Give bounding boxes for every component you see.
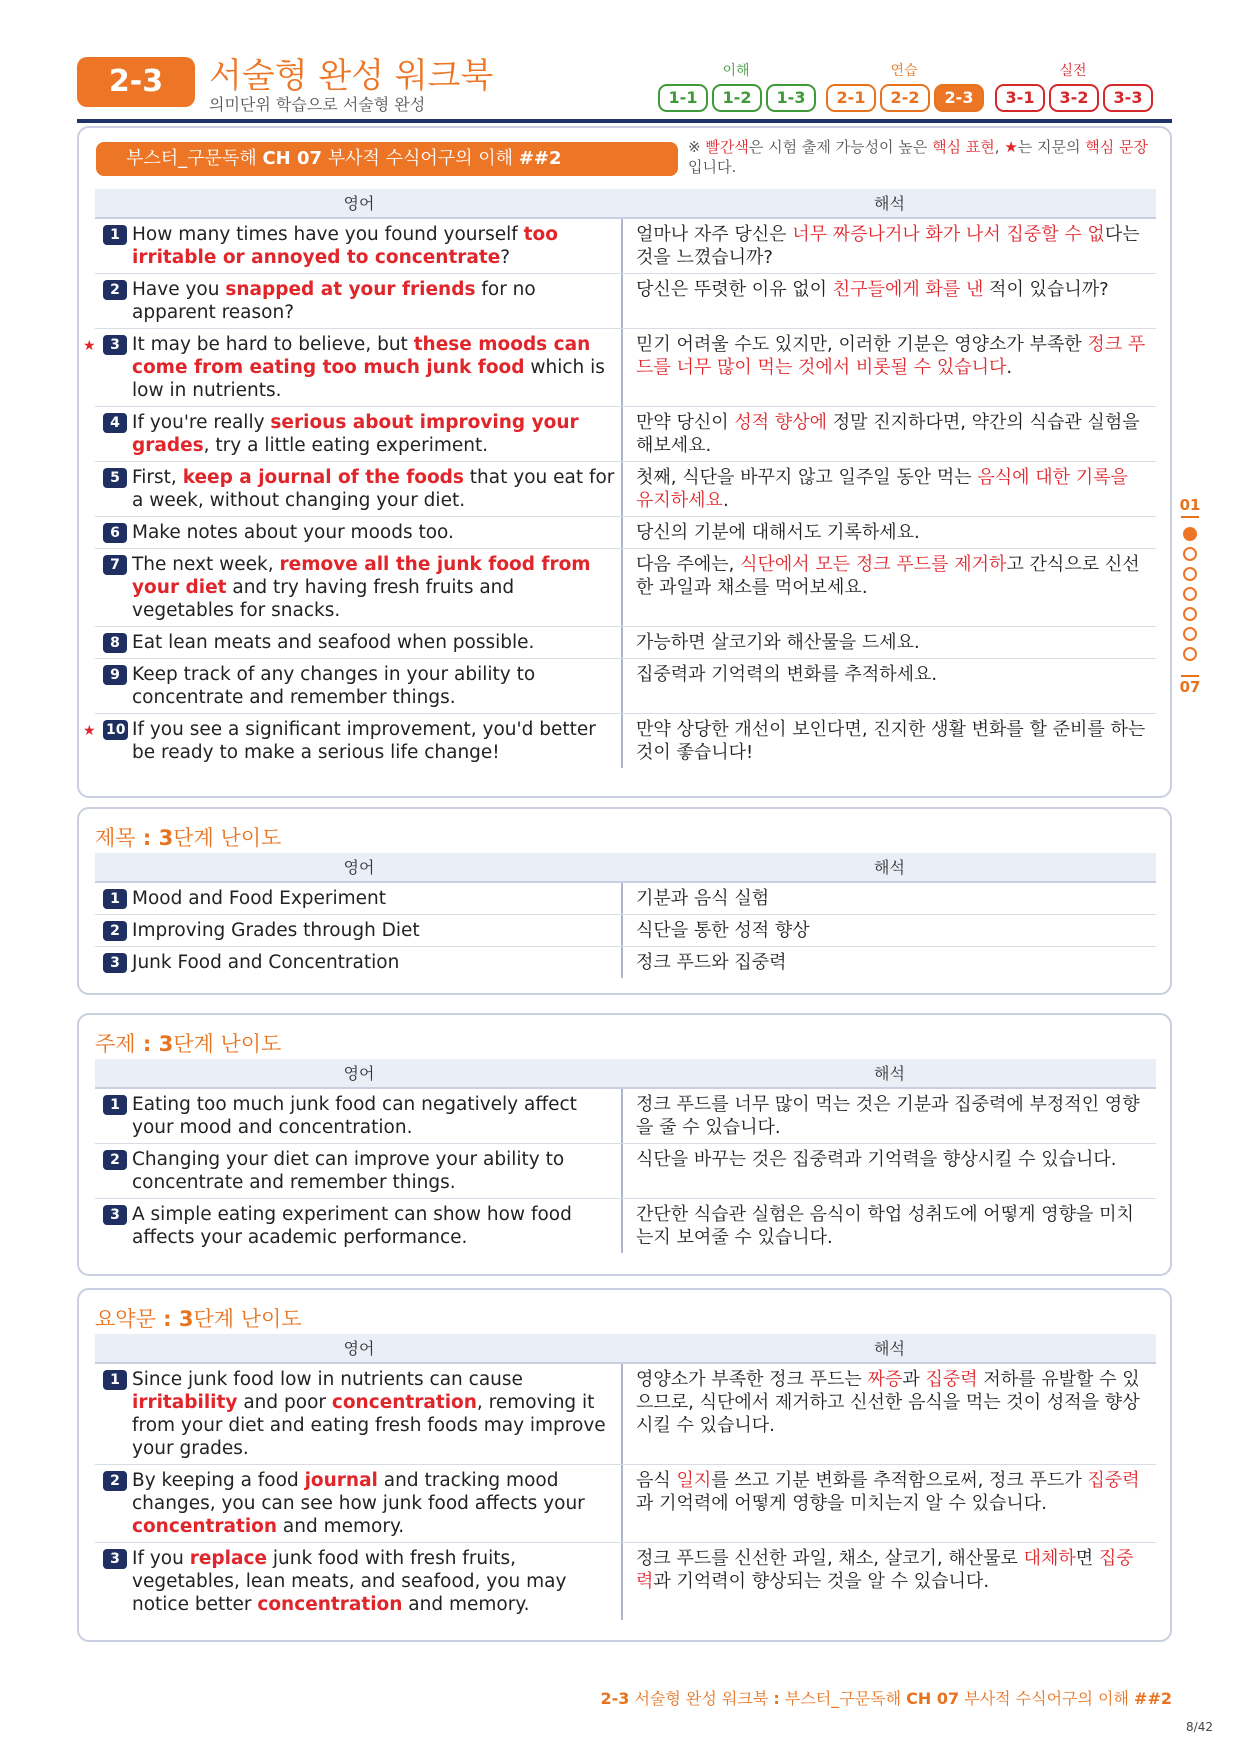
booster-panel	[77, 126, 1172, 798]
text-run: If you see a significant improvement, you'd better be ready to make a serious life change!	[132, 719, 596, 763]
row-number-badge: 1	[103, 225, 127, 245]
row-number-badge: 2	[103, 280, 127, 300]
english-cell	[95, 462, 623, 516]
text-run: Improving Grades through Diet	[132, 920, 420, 941]
text-run: 다음 주에는,	[636, 554, 741, 575]
text-run: 고 간식으로 신선한 과일과 채소를 먹어보세요.	[636, 554, 1140, 598]
section-level-suffix: 단계 난이도	[173, 826, 282, 850]
row-number-badge: 8	[103, 633, 127, 653]
table-header	[95, 853, 1156, 883]
korean-cell	[623, 714, 1156, 768]
page-dot[interactable]	[1183, 607, 1197, 621]
level-group-label: 연습	[890, 63, 918, 79]
title-panel	[77, 807, 1172, 995]
column-header-korean: 해석	[874, 194, 905, 213]
note-mark: ※	[688, 138, 706, 156]
booster-tab-chapter: CH 07	[262, 148, 323, 169]
korean-cell	[623, 1364, 1156, 1464]
english-cell	[95, 627, 623, 658]
text-run: First,	[132, 467, 183, 488]
text-run: 간단한 식습관 실험은 음식이 학업 성취도에 어떻게 영향을 미치는지 보여줄 수 있습니다.	[636, 1204, 1134, 1248]
row-number-badge: 1	[103, 889, 127, 909]
text-run: 정크 푸드를 너무 많이 먹는 것은 기분과 집중력에 부정적인 영향을 줄 수 있습니다.	[636, 1094, 1140, 1138]
table-header	[95, 189, 1156, 219]
section-level-suffix: 단계 난이도	[173, 1032, 282, 1056]
english-cell	[95, 1199, 623, 1253]
key-expression: keep a journal of the foods	[182, 467, 464, 488]
key-expression: replace	[189, 1548, 267, 1569]
page-title: 서술형 완성 워크북	[209, 56, 494, 96]
korean-cell	[623, 329, 1156, 406]
side-nav-divider	[1181, 516, 1199, 518]
summary-panel	[77, 1288, 1172, 1642]
row-number-badge: 1	[103, 1095, 127, 1115]
footer-chapter: CH 07	[906, 1689, 960, 1708]
key-expression: remove all the junk food from your diet	[132, 554, 591, 598]
note-key-sentence: 핵심 문장	[1085, 138, 1149, 156]
sentence-rows	[83, 219, 1156, 768]
text-run: ?	[500, 247, 511, 268]
column-header-korean: 해석	[874, 1064, 905, 1083]
page-dot[interactable]	[1183, 547, 1197, 561]
key-expression: 너무 짜증나거나 화가 나서 집중할 수 없	[792, 224, 1105, 245]
key-expression: concentration	[132, 1516, 278, 1537]
text-run: Eat lean meats and seafood when possible.	[132, 632, 535, 653]
english-cell	[83, 714, 623, 768]
english-cell	[95, 1144, 623, 1198]
table-row	[95, 462, 1156, 517]
row-number-badge: 2	[103, 1471, 127, 1491]
text-run: Eating too much junk food can negatively affect your mood and concentration.	[132, 1094, 577, 1138]
text-run: 정크 푸드를 신선한 과일, 채소, 살코기, 해산물로	[636, 1548, 1024, 1569]
level-button-3-1[interactable]: 3-1	[995, 84, 1045, 112]
table-row	[95, 1465, 1156, 1543]
page-dot[interactable]	[1183, 627, 1197, 641]
note-red-word: 빨간색	[705, 138, 749, 156]
korean-cell	[623, 407, 1156, 461]
text-run: Mood and Food Experiment	[132, 888, 387, 909]
footer-number: ##2	[1134, 1689, 1172, 1708]
key-expression: 집중력	[1087, 1470, 1140, 1491]
korean-cell	[623, 659, 1156, 713]
english-cell	[95, 517, 623, 548]
table-row	[95, 517, 1156, 549]
text-run: and tracking mood changes, you can see how junk food affects your	[132, 1470, 585, 1514]
page-dot[interactable]	[1183, 567, 1197, 581]
text-run: .	[722, 490, 729, 511]
table-row	[95, 1089, 1156, 1144]
table-row	[95, 947, 1156, 978]
korean-cell	[623, 517, 1156, 548]
note-text-3: 는 지문의	[1017, 138, 1086, 156]
text-run: 적이 있습니까?	[983, 279, 1109, 300]
page-number: 8/42	[1186, 1720, 1213, 1734]
text-run: 만약 당신이	[636, 412, 735, 433]
side-nav-end: 07	[1179, 678, 1201, 696]
text-run: 영양소가 부족한 정크 푸드는	[636, 1369, 868, 1390]
level-group-label: 이해	[722, 63, 750, 79]
level-button-2-2[interactable]: 2-2	[880, 84, 930, 112]
title-rows	[95, 883, 1156, 978]
text-run: 식단을 바꾸는 것은 집중력과 기억력을 향상시킬 수 있습니다.	[636, 1149, 1117, 1170]
korean-cell	[623, 1465, 1156, 1542]
section-colon: :	[135, 826, 159, 850]
english-cell	[95, 1543, 623, 1620]
row-number-badge: 5	[103, 468, 127, 488]
english-cell	[95, 883, 623, 914]
key-expression: 정크 푸드를 너무 많이 먹는 것에서 비롯될 수 있습니다	[636, 334, 1146, 378]
row-number-badge: 2	[103, 1150, 127, 1170]
text-run: If you	[132, 1548, 190, 1569]
star-icon: ★	[83, 723, 96, 739]
korean-cell	[623, 1089, 1156, 1143]
table-header	[95, 1059, 1156, 1089]
text-run: and poor	[237, 1392, 332, 1413]
text-run: 만약 상당한 개선이 보인다면, 진지한 생활 변화를 할 준비를 하는 것이 좋습니다!	[636, 719, 1146, 763]
key-expression: 음식에 대한 기록을 유지하세요	[636, 467, 1128, 511]
sentence-table	[83, 189, 1156, 768]
table-row	[95, 883, 1156, 915]
text-run: 얼마나 자주 당신은	[636, 224, 793, 245]
text-run: and memory.	[277, 1516, 405, 1537]
table-row	[95, 549, 1156, 627]
english-cell	[83, 329, 623, 406]
footer-topic: 부사적 수식어구의 이해	[959, 1689, 1135, 1708]
side-nav-start: 01	[1179, 496, 1201, 514]
key-expression: snapped at your friends	[225, 279, 476, 300]
text-run: which is low in nutrients.	[132, 357, 605, 401]
table-row	[95, 1364, 1156, 1465]
section-level: 3	[158, 1032, 174, 1056]
table-row	[95, 915, 1156, 947]
booster-tab	[96, 142, 678, 176]
topic-table	[95, 1059, 1156, 1253]
side-nav-divider	[1181, 675, 1199, 677]
korean-cell	[623, 219, 1156, 273]
level-group-label: 실전	[1059, 63, 1087, 79]
text-run: 첫째, 식단을 바꾸지 않고 일주일 동안 먹는	[636, 467, 978, 488]
text-run: 집중력과 기억력의 변화를 추적하세요.	[636, 664, 938, 685]
korean-cell	[623, 274, 1156, 328]
level-button-3-2[interactable]: 3-2	[1049, 84, 1099, 112]
text-run: Junk Food and Concentration	[132, 952, 400, 973]
korean-cell	[623, 883, 1156, 914]
key-expression: 식단에서 모든 정크 푸드를 제거하	[740, 554, 1007, 575]
row-number-badge: 1	[103, 1370, 127, 1390]
level-button-1-3[interactable]: 1-3	[766, 84, 816, 112]
english-cell	[95, 659, 623, 713]
text-run: It may be hard to believe, but	[132, 334, 414, 355]
text-run: for no apparent reason?	[132, 279, 536, 323]
note-text-2: ,	[994, 138, 1005, 156]
text-run: 저하를 유발할 수 있으므로, 식단에서 제거하고 신선한 음식을 먹는 것이 성적을 향상시킬 수 있습니다.	[636, 1369, 1140, 1436]
text-run: 믿기 어려울 수도 있지만, 이러한 기분은 영양소가 부족한	[636, 334, 1088, 355]
english-cell	[95, 947, 623, 978]
topic-rows	[95, 1089, 1156, 1253]
korean-cell	[623, 947, 1156, 978]
row-number-badge: 9	[103, 665, 127, 685]
text-run: 음식	[636, 1470, 677, 1491]
key-expression: concentration	[331, 1392, 477, 1413]
note-key-expression: 핵심 표현	[932, 138, 995, 156]
section-title	[95, 822, 281, 852]
korean-cell	[623, 915, 1156, 946]
section-label: 주제	[95, 1032, 136, 1056]
row-number-badge: 3	[103, 1205, 127, 1225]
text-run: , removing it from your diet and eating fresh foods may improve your grades.	[132, 1392, 606, 1459]
text-run: and memory.	[402, 1594, 530, 1615]
row-number-badge: 3	[103, 953, 127, 973]
table-row	[95, 627, 1156, 659]
section-colon: :	[155, 1307, 179, 1331]
note-text-1: 은 시험 출제 가능성이 높은	[748, 138, 933, 156]
table-row	[95, 407, 1156, 462]
text-run: 과	[902, 1369, 926, 1390]
section-title	[95, 1303, 302, 1333]
section-label: 제목	[95, 826, 136, 850]
level-button-1-2[interactable]: 1-2	[712, 84, 762, 112]
table-row	[95, 219, 1156, 274]
korean-cell	[623, 1199, 1156, 1253]
topic-panel	[77, 1013, 1172, 1276]
table-row	[95, 659, 1156, 714]
text-run: Since junk food low in nutrients can cause	[132, 1369, 523, 1390]
key-expression: irritability	[132, 1392, 238, 1413]
level-button-2-1[interactable]: 2-1	[826, 84, 876, 112]
column-header-korean: 해석	[874, 858, 905, 877]
summary-table	[95, 1334, 1156, 1620]
footer-workbook: 서술형 완성 워크북	[629, 1689, 774, 1708]
summary-rows	[95, 1364, 1156, 1620]
page-dot[interactable]	[1183, 587, 1197, 601]
header-divider	[77, 119, 1172, 123]
footer-booster: 부스터_구문독해	[779, 1689, 907, 1708]
booster-tab-text: 부스터_구문독해	[126, 148, 263, 169]
korean-cell	[623, 549, 1156, 626]
text-run: .	[1006, 357, 1013, 378]
section-level: 3	[158, 826, 174, 850]
text-run: 가능하면 살코기와 해산물을 드세요.	[636, 632, 920, 653]
table-row	[83, 714, 1156, 768]
text-run: 당신은 뚜렷한 이유 없이	[636, 279, 833, 300]
text-run: Have you	[132, 279, 226, 300]
page-dot[interactable]	[1183, 527, 1197, 541]
korean-cell	[623, 1543, 1156, 1620]
key-expression: 친구들에게 화를 낸	[832, 279, 984, 300]
row-number-badge: 3	[103, 1549, 127, 1569]
footer-lesson: 2-3	[600, 1689, 630, 1708]
text-run: 기분과 음식 실험	[636, 888, 770, 909]
row-number-badge: 6	[103, 523, 127, 543]
text-run: If you're really	[132, 412, 271, 433]
korean-cell	[623, 627, 1156, 658]
text-run: 면	[1075, 1548, 1099, 1569]
text-run: 정말 진지하다면, 약간의 식습관 실험을 해보세요.	[636, 412, 1140, 456]
text-run: , try a little eating experiment.	[203, 435, 489, 456]
key-expression: serious about improving your grades	[132, 412, 579, 456]
text-run: 를 쓰고 기분 변화를 추적함으로써, 정크 푸드가	[711, 1470, 1088, 1491]
key-expression: 집중력	[636, 1548, 1134, 1592]
section-colon: :	[135, 1032, 159, 1056]
table-row	[95, 1144, 1156, 1199]
english-cell	[95, 274, 623, 328]
key-expression: these moods can come from eating too much junk food	[132, 334, 591, 378]
english-cell	[95, 1364, 623, 1464]
star-icon: ★	[83, 338, 96, 354]
english-cell	[95, 219, 623, 273]
booster-tab-topic: 부사적 수식어구의 이해	[322, 148, 519, 169]
note-text-end: 입니다.	[688, 158, 737, 176]
table-row	[83, 329, 1156, 407]
footer-colon: :	[773, 1689, 780, 1708]
text-run: that you eat for a week, without changing your diet.	[132, 467, 615, 511]
text-run: and try having fresh fruits and vegetables for snacks.	[132, 577, 515, 621]
text-run: 다는 것을 느꼈습니까?	[636, 224, 1140, 268]
text-run: A simple eating experiment can show how food affects your academic performance.	[132, 1204, 572, 1248]
section-label: 요약문	[95, 1307, 156, 1331]
row-number-badge: 2	[103, 921, 127, 941]
page-footer	[600, 1686, 1172, 1709]
korean-cell	[623, 1144, 1156, 1198]
table-row	[95, 1543, 1156, 1620]
page-dot[interactable]	[1183, 647, 1197, 661]
english-cell	[95, 1089, 623, 1143]
key-expression: journal	[304, 1470, 378, 1491]
text-run: 과 기억력에 어떻게 영향을 미치는지 알 수 있습니다.	[636, 1493, 1047, 1514]
text-run: Changing your diet can improve your ability to concentrate and remember things.	[132, 1149, 565, 1193]
text-run: How many times have you found yourself	[132, 224, 524, 245]
text-run: Make notes about your moods too.	[132, 522, 454, 543]
key-expression: 일지	[676, 1470, 712, 1491]
text-run: junk food with fresh fruits, vegetables, lean meats, and seafood, you may notice better	[132, 1548, 567, 1615]
text-run: By keeping a food	[132, 1470, 305, 1491]
row-number-badge: 10	[103, 720, 128, 740]
booster-tab-number: ##2	[518, 148, 562, 169]
star-icon: ★	[1004, 138, 1018, 156]
column-header-english: 영어	[343, 1339, 375, 1358]
english-cell	[95, 1465, 623, 1542]
level-button-2-3[interactable]: 2-3	[934, 84, 984, 112]
lesson-badge: 2-3	[77, 57, 195, 107]
section-level: 3	[178, 1307, 194, 1331]
title-table	[95, 853, 1156, 978]
row-number-badge: 4	[103, 413, 127, 433]
text-run: 정크 푸드와 집중력	[636, 952, 787, 973]
column-header-korean: 해석	[874, 1339, 905, 1358]
text-run: The next week,	[132, 554, 280, 575]
text-run: 당신의 기분에 대해서도 기록하세요.	[636, 522, 920, 543]
column-header-english: 영어	[343, 1064, 375, 1083]
level-button-1-1[interactable]: 1-1	[658, 84, 708, 112]
table-header	[95, 1334, 1156, 1364]
key-expression: 집중력	[925, 1369, 978, 1390]
text-run: 식단을 통한 성적 향상	[636, 920, 810, 941]
section-title	[95, 1028, 281, 1058]
table-row	[95, 1199, 1156, 1253]
row-number-badge: 7	[103, 555, 127, 575]
english-cell	[95, 549, 623, 626]
legend-note	[688, 137, 1158, 177]
key-expression: 성적 향상에	[734, 412, 828, 433]
key-expression: 짜증	[867, 1369, 903, 1390]
key-expression: 대체하	[1023, 1548, 1076, 1569]
text-run: 과 기억력이 향상되는 것을 알 수 있습니다.	[653, 1571, 990, 1592]
page-subtitle: 의미단위 학습으로 서술형 완성	[209, 95, 426, 114]
english-cell	[95, 915, 623, 946]
section-level-suffix: 단계 난이도	[193, 1307, 302, 1331]
level-button-3-3[interactable]: 3-3	[1103, 84, 1153, 112]
key-expression: too irritable or annoyed to concentrate	[132, 224, 558, 268]
table-row	[95, 274, 1156, 329]
key-expression: concentration	[257, 1594, 403, 1615]
column-header-english: 영어	[343, 194, 375, 213]
column-header-english: 영어	[343, 858, 375, 877]
korean-cell	[623, 462, 1156, 516]
english-cell	[95, 407, 623, 461]
text-run: Keep track of any changes in your ability to concentrate and remember things.	[132, 664, 536, 708]
row-number-badge: 3	[103, 335, 127, 355]
